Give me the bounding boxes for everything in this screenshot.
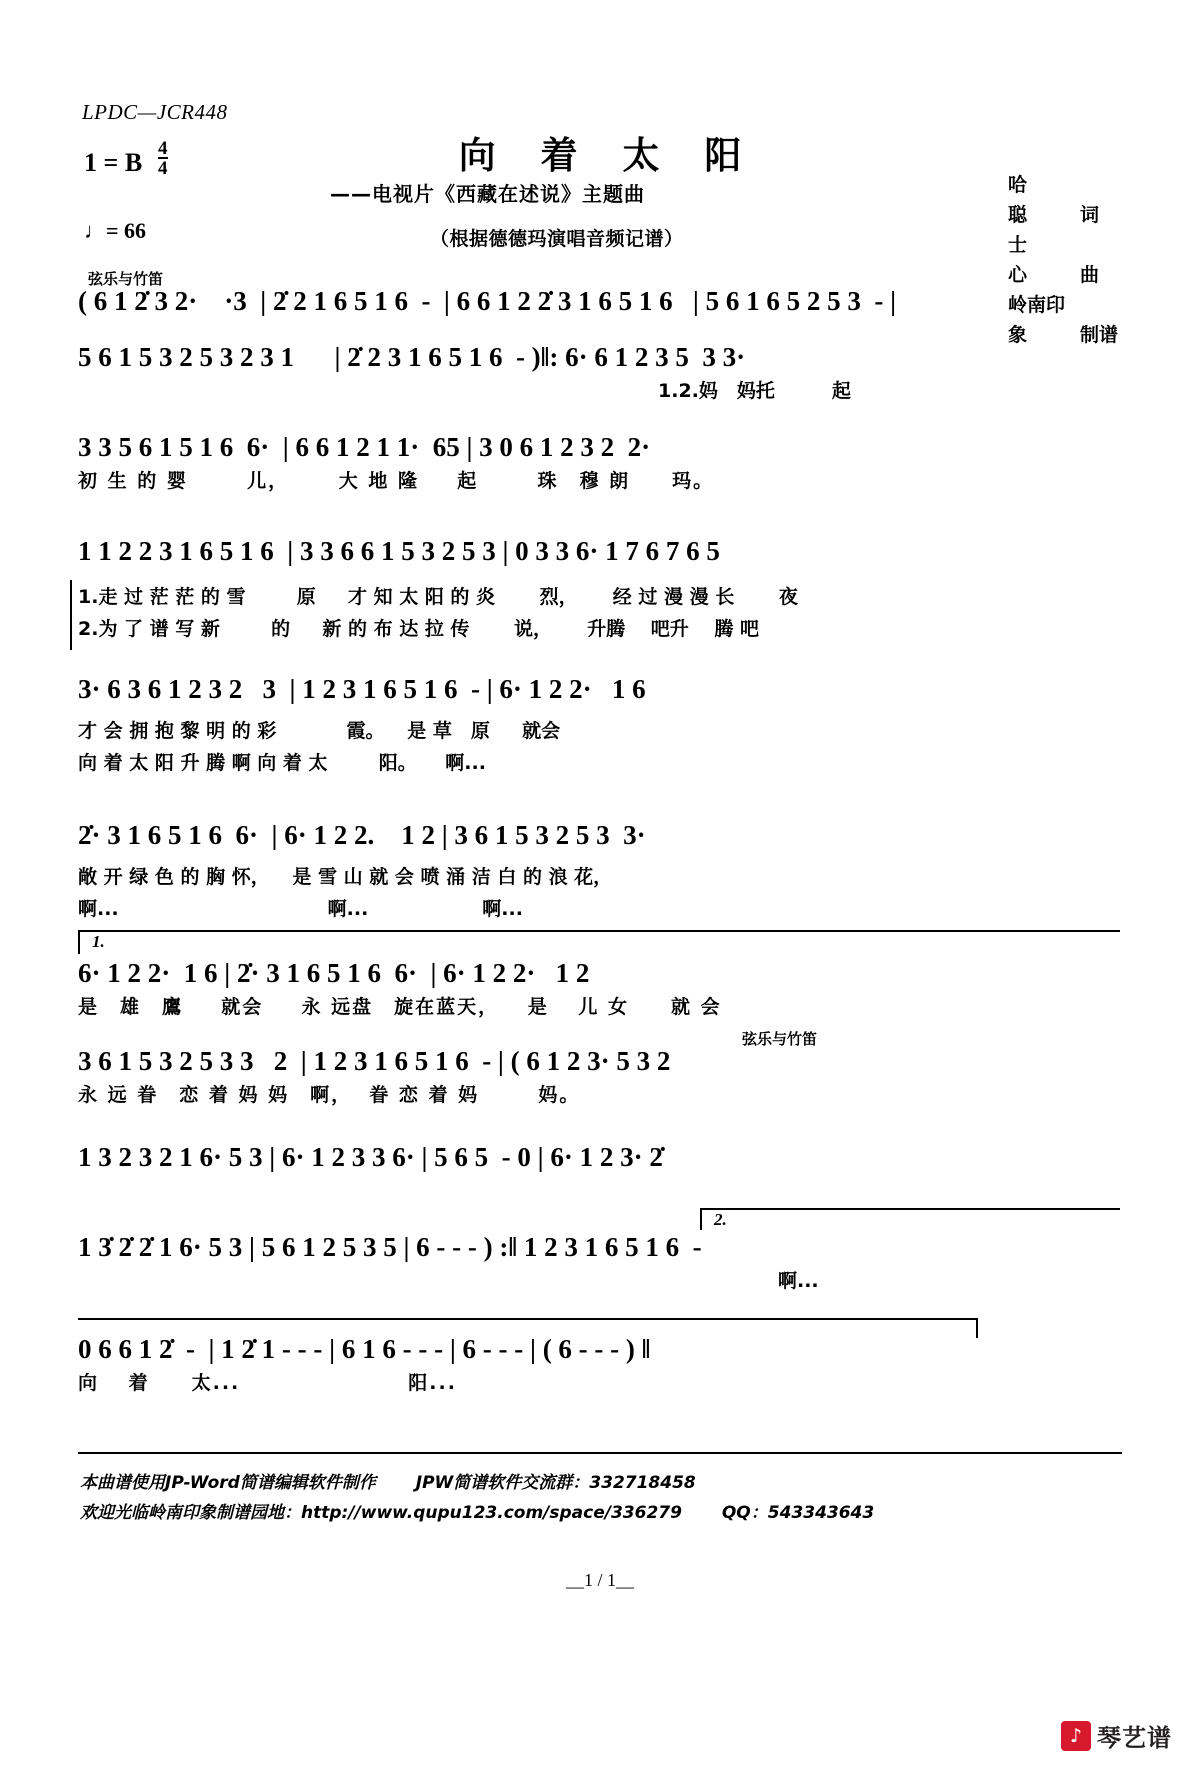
tempo-marking: ♩= 66 [84,218,147,243]
notation-line: 3· 6 3 6 1 2 3 2 3 | 1 2 3 1 6 5 1 6 - | 6· 1 2 2· 1 6 [78,674,646,704]
time-signature [158,140,168,177]
brand-logo [1061,1718,1172,1753]
notation-line: 1 3̇ 2̇ 2̇ 1 6· 5 3 | 5 6 1 2 5 3 5 | 6 - - - ) :‖ 1 2 3 1 6 5 1 6 - [78,1232,702,1262]
credit-lyricist [1008,170,1118,230]
footer-divider [78,1452,1122,1454]
instrument-cue-strings-flute-2: 弦乐与竹笛 [742,1030,818,1048]
music-note-icon: ♪ [1061,1721,1091,1751]
ending-marker-2: 2. [714,1210,727,1229]
credit-composer-name: 士 心 [1007,234,1066,286]
ending-bracket-1-tick [78,930,80,954]
ending-bracket-2-tick [700,1208,702,1230]
music-system-1 [78,284,1118,318]
notation-line: 3 3 5 6 1 5 1 6 6· | 6 6 1 2 1 1· 65 | 3 0 6 1 2 3 2 2· [78,432,651,462]
time-signature-numerator: 4 [158,138,168,159]
time-signature-denominator: 4 [158,158,168,179]
credit-composer-role: 曲 [1079,264,1099,286]
lyric-line: 1.2.妈 妈托 起 [658,380,851,402]
page-number: __1 / 1__ [565,1570,634,1590]
footer-line-1: 本曲谱使用JP-Word简谱编辑软件制作 JPW简谱软件交流群：332718458 [80,1473,696,1493]
credit-lyricist-role: 词 [1079,204,1099,226]
notation-line: 5 6 1 5 3 2 5 3 2 3 1 | 2̇ 2 3 1 6 5 1 6 - )‖: 6· 6 1 2 3 5 3 3· [78,342,746,372]
lyric-line-verse-2: 2.为 了 谱 写 新 的 新 的 布 达 拉 传 说， 升腾 吧升 腾 吧 [78,618,760,640]
credits-block [1008,170,1118,350]
lyric-line-verse-2: 啊... 啊... 啊... [78,898,523,920]
document-code: LPDC—JCR448 [82,100,228,124]
lyric-line-verse-2: 向 着 太 阳 升 腾 啊 向 着 太 阳。 啊... [78,752,486,774]
music-system-10 [78,1230,1118,1296]
lyric-line: 啊... [778,1270,819,1292]
music-system-11 [78,1332,1118,1398]
footer-block [80,1468,874,1528]
music-system-6 [78,818,1118,924]
music-system-5 [78,672,1118,778]
lyric-line: 向 着 太... 阳... [78,1372,457,1394]
footer-line-2[interactable]: 欢迎光临岭南印象制谱园地：http://www.qupu123.com/space/336279 QQ：543343643 [80,1503,875,1523]
coda-line [78,1318,978,1320]
music-system-3 [78,430,1118,496]
music-system-4 [78,534,1118,644]
lyric-line-verse-1: 才 会 拥 抱 黎 明 的 彩 霞。 是 草 原 就会 [78,720,561,742]
credit-engraver-role: 制谱 [1079,324,1118,346]
notation-line: 6· 1 2 2· 1 6 | 2̇· 3 1 6 5 1 6 6· | 6· 1 2 2· 1 2 [78,958,590,988]
subtitle-source: ——电视片《西藏在述说》主题曲 [330,182,645,206]
notation-line: 1 3 2 3 2 1 6· 5 3 | 6· 1 2 3 3 6· | 5 6 5 - 0 | 6· 1 2 3· 2̇ [78,1142,663,1172]
credit-engraver-name: 岭南印象 [1007,294,1065,346]
notation-line: 0 6 6 1 2̇ - | 1 2̇ 1 - - - | 6 1 6 - - - | 6 - - - | ( 6 - - - ) ‖ [78,1334,651,1364]
lyric-line: 永 远 眷 恋 着 妈 妈 啊， 眷 恋 着 妈 妈。 [78,1084,581,1106]
page-title: 向 着 太 阳 [458,134,758,177]
lyric-line: 初 生 的 婴 儿， 大 地 隆 起 珠 穆 朗 玛。 [78,470,715,492]
notation-line: ( 6 1 2̇ 3 2· ·3 | 2̇ 2 1 6 5 1 6 - | 6 6 1 2 2̇ 3 1 6 5 1 6 | 5 6 1 6 5 2 5 3 - | [78,286,897,316]
lyric-line-verse-1: 敞 开 绿 色 的 胸 怀， 是 雪 山 就 会 喷 涌 洁 白 的 浪 花， [78,866,613,888]
instrument-cue-strings-flute-1: 弦乐与竹笛 [88,270,164,288]
brand-name: 琴艺谱 [1097,1724,1172,1752]
subtitle-note: （根据德德玛演唱音频记谱） [430,228,684,250]
key-signature: 1 = B [84,148,143,177]
music-system-7 [78,956,1118,1022]
lyric-line-verse-1: 1.走 过 茫 茫 的 雪 原 才 知 太 阳 的 炎 烈， 经 过 漫 漫 长 夜 [78,586,798,608]
ending-bracket-1-line [78,930,1120,932]
notation-line: 1 1 2 2 3 1 6 5 1 6 | 3 3 6 6 1 5 3 2 5 3 | 0 3 3 6· 1 7 6 7 6 5 [78,536,720,566]
notation-line: 2̇· 3 1 6 5 1 6 6· | 6· 1 2 2. 1 2 | 3 6 1 5 3 2 5 3 3· [78,820,646,850]
lyric-line: 是 雄 鷹 就会 永 远盘 旋在蓝天， 是 儿 女 就 会 [78,996,722,1018]
notation-line: 3 6 1 5 3 2 5 3 3 2 | 1 2 3 1 6 5 1 6 - | ( 6 1 2 3· 5 3 2 [78,1046,671,1076]
music-system-2 [78,340,1118,406]
music-system-9 [78,1140,1118,1174]
ending-bracket-2-line [700,1208,1120,1210]
credit-lyricist-name: 哈 聪 [1007,174,1066,226]
music-system-8 [78,1044,1118,1110]
ending-marker-1: 1. [92,932,105,951]
credit-composer [1008,230,1118,290]
verse-bracket [70,580,72,650]
